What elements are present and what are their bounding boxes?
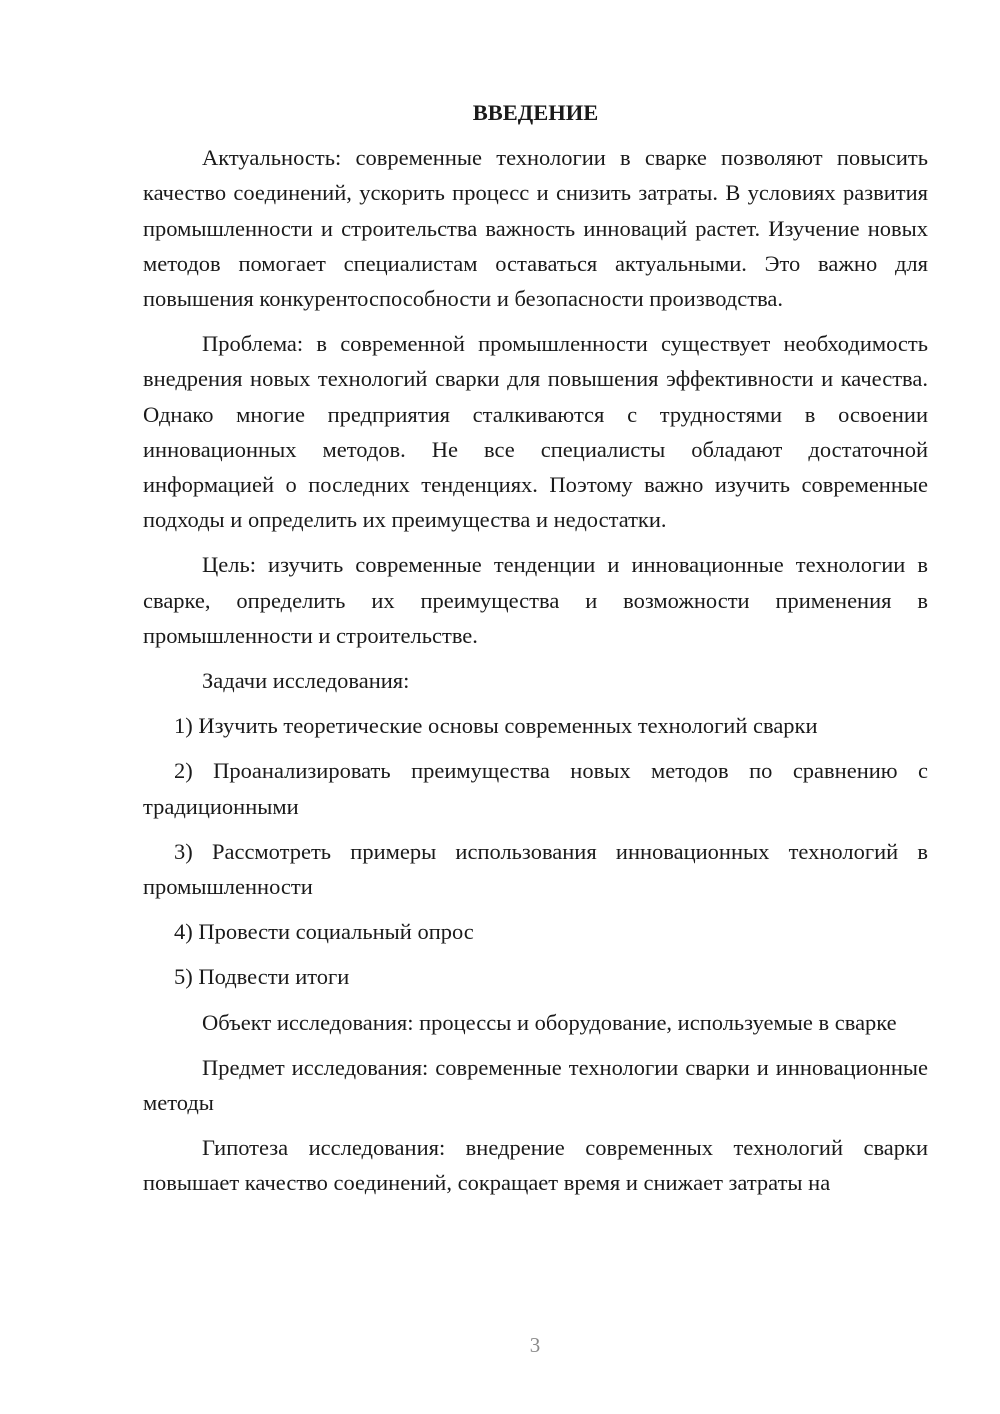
task-item-3: 3) Рассмотреть примеры использования инновационных технологий в промышленности: [143, 838, 928, 900]
task-item-1: 1) Изучить теоретические основы современных технологий сварки: [174, 713, 818, 739]
section-title: ВВЕДЕНИЕ: [472, 100, 599, 125]
paragraph-goal: Цель: изучить современные тенденции и инновационные технологии в сварке, определить их преимущества и возможности применения в промышленности и строительстве.: [143, 552, 928, 648]
paragraph-hypothesis: Гипотеза исследования: внедрение современных технологий сварки повышает качество соединений, сокращает время и снижает затраты на: [143, 1135, 928, 1196]
paragraph-subject: Предмет исследования: современные технологии сварки и инновационные методы: [143, 1054, 928, 1116]
task-item-5: 5) Подвести итоги: [174, 964, 350, 990]
task-item-2: 2) Проанализировать преимущества новых методов по сравнению с традиционными: [143, 758, 928, 819]
paragraph-relevance: Актуальность: современные технологии в сварке позволяют повысить качество соединений, ускорить процесс и снизить затраты. В условиях развития промышленности и строительства важность инноваций растет. Изучение новых методов помогает специалистам оставаться актуальными. Это важно для повышения конкурентоспособности и безопасности производства.: [143, 145, 928, 312]
paragraph-object: Объект исследования: процессы и оборудование, используемые в сварке: [202, 1009, 897, 1035]
paragraph-problem: Проблема: в современной промышленности существует необходимость внедрения новых технологий сварки для повышения эффективности и качества. Однако многие предприятия сталкиваются с трудностями в освоении инновационных методов. Не все специалисты обладают достаточной информацией о последних тенденциях. Поэтому важно изучить современные подходы и определить их преимущества и недостатки.: [143, 331, 928, 533]
paragraph-tasks-heading: Задачи исследования:: [202, 668, 410, 694]
page-number: 3: [529, 1333, 541, 1357]
task-item-4: 4) Провести социальный опрос: [174, 919, 474, 945]
document-body: [143, 95, 928, 1211]
